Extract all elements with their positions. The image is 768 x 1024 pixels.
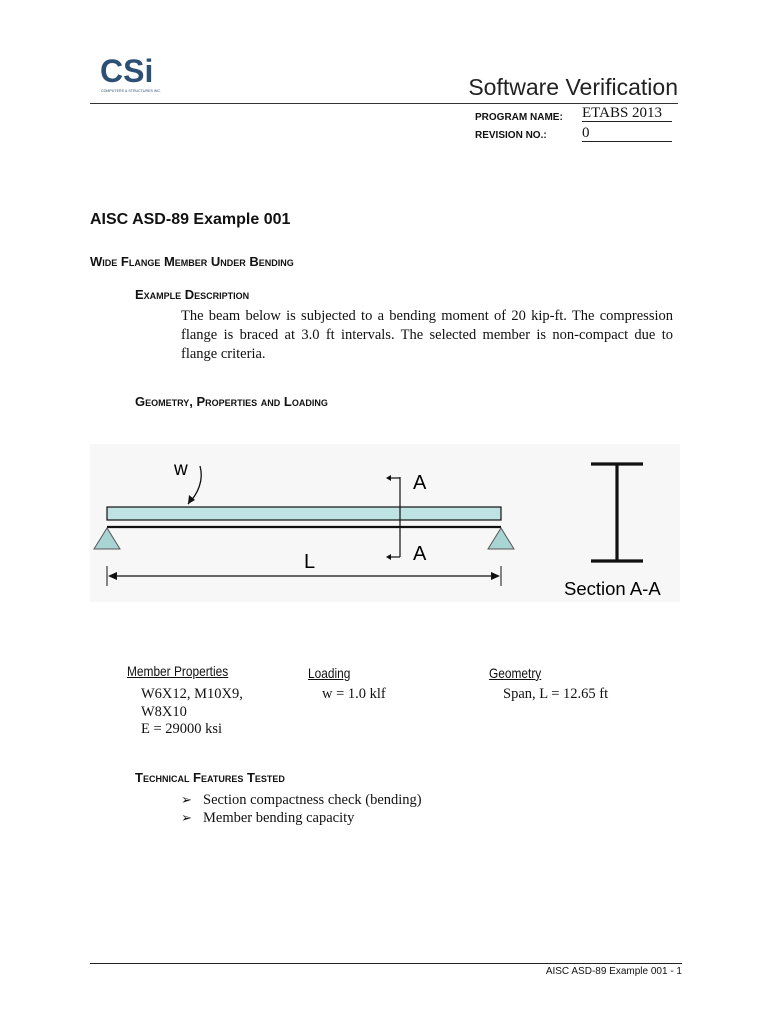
logo-text: CSi [100, 53, 154, 89]
program-name-value: ETABS 2013 [582, 105, 672, 122]
document-subtitle: Wide Flange Member Under Bending [90, 254, 294, 269]
geometry-column-heading: Geometry [489, 665, 542, 681]
example-description-heading: Example Description [135, 287, 250, 302]
member-properties-line1: W6X12, M10X9, [141, 686, 243, 702]
beam-figure [90, 444, 680, 602]
footer-page-label: AISC ASD-89 Example 001 - 1 [545, 966, 682, 977]
arrowhead-bullet-icon: ➢ [181, 811, 192, 826]
revision-value: 0 [582, 125, 672, 142]
technical-features-heading: Technical Features Tested [135, 770, 285, 785]
modulus-of-elasticity: E = 29000 ksi [141, 721, 223, 737]
software-verification-title: Software Verification [468, 74, 678, 100]
loading-heading: Loading [308, 665, 351, 681]
span-label: L [304, 551, 316, 573]
example-description-text: The beam below is subjected to a bending moment of 20 kip-ft. The compression flange is braced at 3.0 ft intervals. The selected member is non-compact due to flange criteria. [181, 308, 673, 362]
feature-item: ➢ Member bending capacity [181, 810, 355, 826]
footer-divider [90, 963, 682, 964]
section-cut-bottom-label: A [413, 543, 427, 565]
section-cut-top-label: A [413, 472, 427, 494]
loading-value: w = 1.0 klf [322, 686, 386, 702]
revision-label: REVISION NO.: [475, 130, 547, 141]
geometry-value: Span, L = 12.65 ft [503, 686, 609, 702]
geometry-heading: Geometry, Properties and Loading [135, 394, 328, 409]
beam [107, 507, 501, 520]
header-divider [90, 103, 678, 104]
feature-item: ➢ Section compactness check (bending) [181, 792, 422, 808]
load-label: w [174, 459, 188, 480]
section-caption: Section A-A [564, 578, 661, 599]
member-properties-line2: W8X10 [141, 704, 187, 720]
program-name-label: PROGRAM NAME: [475, 112, 563, 123]
logo-subtext: COMPUTERS & STRUCTURES INC. [101, 89, 162, 93]
document-title: AISC ASD-89 Example 001 [90, 211, 291, 228]
csi-logo [100, 52, 172, 98]
member-properties-heading: Member Properties [127, 663, 229, 679]
arrowhead-bullet-icon: ➢ [181, 793, 192, 808]
